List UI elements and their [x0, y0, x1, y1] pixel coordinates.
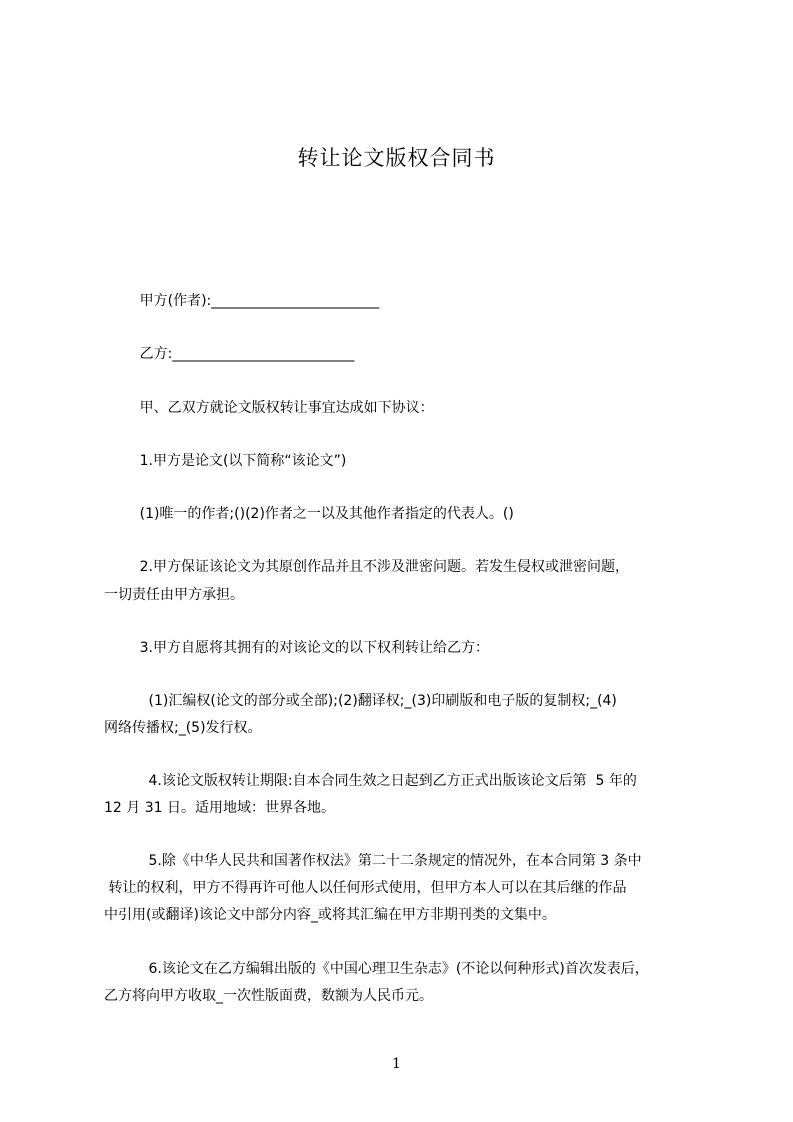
- party-a-line: 甲方(作者):________________________: [104, 293, 380, 309]
- clause-5-line-3: 中引用(或翻译)该论文中部分内容_或将其汇编在甲方非期刊类的文集中。: [104, 907, 556, 923]
- party-b-line: 乙方:__________________________: [104, 346, 355, 362]
- clause-2-line-1: 2.甲方保证该论文为其原创作品并且不涉及泄密问题。若发生侵权或泄密问题，: [104, 559, 629, 575]
- clause-6-line-2: 乙方将向甲方收取_一次性版面费，数额为人民币元。: [104, 988, 433, 1004]
- clause-4-line-2: 12 月 31 日。适用地域：世界各地。: [104, 800, 335, 816]
- clause-3: 3.甲方自愿将其拥有的对该论文的以下权利转让给乙方：: [104, 640, 489, 656]
- page-title: 转让论文版权合同书: [297, 146, 496, 170]
- clause-4-line-1: 4.该论文版权转让期限:自本合同生效之日起到乙方正式出版该论文后第 5 年的: [104, 773, 637, 789]
- clause-6-line-1: 6.该论文在乙方编辑出版的《中国心理卫生杂志》(不论以何种形式)首次发表后，: [104, 961, 649, 977]
- clause-2-line-2: 一切责任由甲方承担。: [104, 587, 244, 603]
- clause-5-line-1: 5.除《中华人民共和国著作权法》第二十二条规定的情况外，在本合同第 3 条中: [104, 853, 642, 869]
- clause-3-rights-line-1: (1)汇编权(论文的部分或全部);(2)翻译权;_(3)印刷版和电子版的复制权;_(4): [104, 693, 617, 709]
- clause-5-line-2: 转让的权利，甲方不得再许可他人以任何形式使用，但甲方本人可以在其后继的作品: [104, 880, 627, 896]
- clause-3-rights-line-2: 网络传播权;_(5)发行权。: [104, 720, 262, 736]
- agreement-intro: 甲、乙双方就论文版权转让事宜达成如下协议：: [104, 400, 434, 416]
- clause-1: 1.甲方是论文(以下简称“该论文”): [104, 453, 347, 469]
- clause-1-options: (1)唯一的作者;()(2)作者之一以及其他作者指定的代表人。(): [104, 506, 514, 522]
- page-number: 1: [392, 1056, 401, 1072]
